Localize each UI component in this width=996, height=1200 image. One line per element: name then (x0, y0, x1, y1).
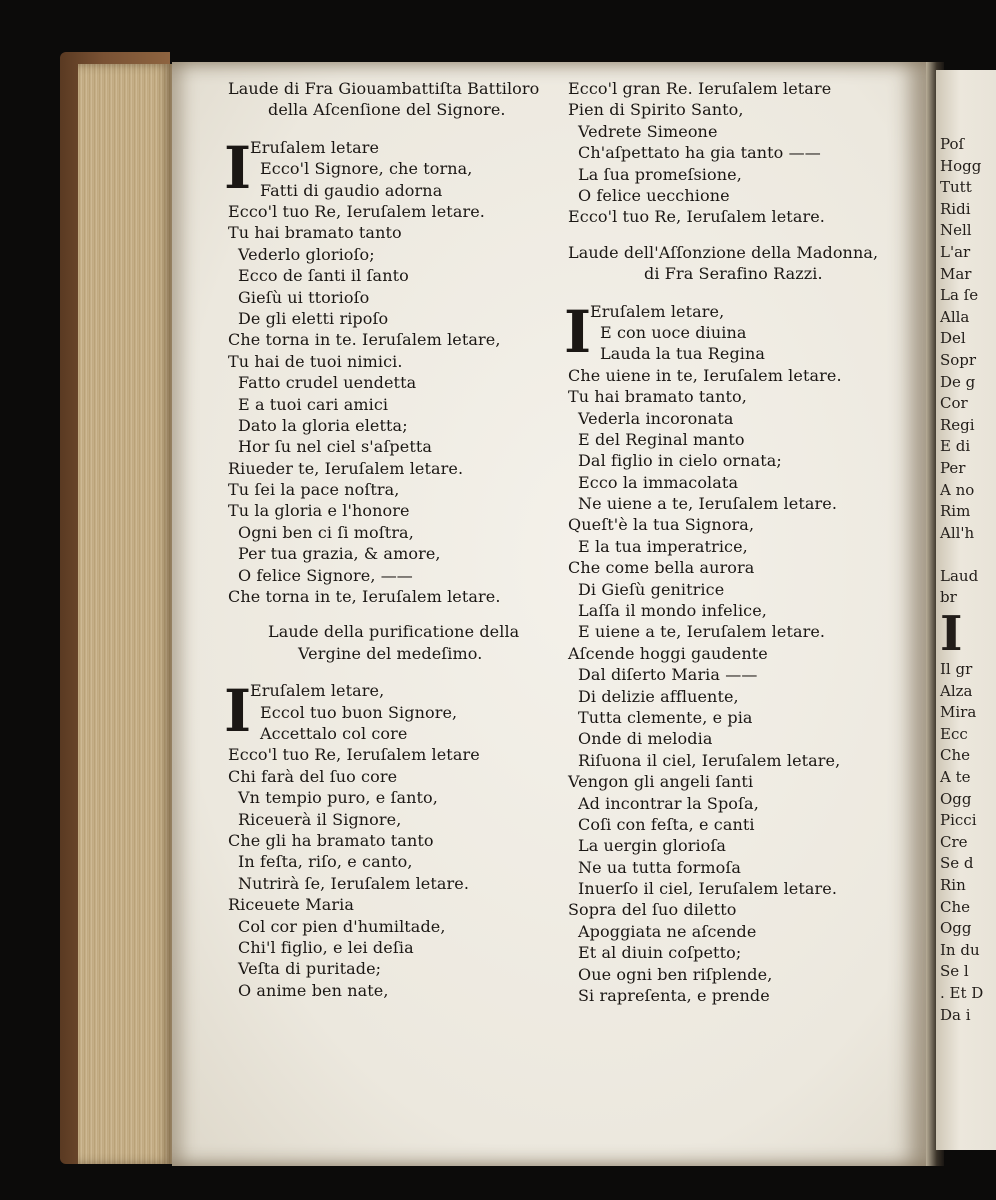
verse-line: Se d (940, 854, 974, 873)
verse-line: Se l (940, 962, 969, 981)
left-column (224, 78, 568, 1001)
verse-line: Riceuete Maria (228, 895, 354, 915)
right-page-edge (936, 70, 996, 1150)
verse-line: Ogg (940, 919, 972, 938)
title-line: Laude dell'Aſſonzione della Madonna, (568, 242, 879, 262)
title-purification (228, 621, 568, 664)
verse-line: Fatti di gaudio adorna (260, 180, 443, 200)
verse-line: In feſta, riſo, e canto, (238, 852, 413, 872)
verse-line: Chi farà del ſuo core (228, 766, 398, 786)
verse-line: Accettalo col core (260, 724, 408, 743)
dropcap: I (564, 297, 592, 366)
verse-line: Per (940, 458, 966, 477)
verse-line: Rim (940, 502, 971, 521)
verse-line: Ogg (940, 789, 972, 808)
verse-line: Inuerſo il ciel, Ieruſalem letare. (578, 879, 838, 899)
verse-line: Ecc (940, 724, 968, 743)
verse-line: Rin (940, 876, 966, 894)
verse-line: Gieſù ui ttorioſo (238, 287, 370, 307)
verse-line: Poſ (940, 135, 965, 153)
verse-line: Nutrirà ſe, Ieruſalem letare. (238, 873, 470, 893)
verse-line: La ſua promeſsione, (578, 164, 742, 184)
verse-line: A te (940, 768, 971, 787)
title-line: Laude della purificatione della (268, 622, 520, 642)
verse-line: Ch'aſpettato ha gia tanto —— (578, 143, 821, 163)
verse-line: A no (940, 480, 975, 499)
verse-line: Fatto crudel uendetta (238, 373, 417, 393)
verse-line: Vedrete Simeone (578, 121, 718, 141)
poem-assumption-opening (564, 297, 908, 366)
verse-line: E del Reginal manto (578, 429, 745, 449)
verse-line: E di (940, 437, 971, 456)
verse-line: Ecco'l tuo Re, Ieruſalem letare. (568, 207, 825, 227)
verse-line: Dato la gloria eletta; (238, 415, 408, 435)
verse-line: Mira (940, 703, 977, 722)
verse-line: Vederla incoronata (578, 408, 734, 428)
verse-line: Ecco de ſanti il ſanto (238, 266, 409, 286)
page-edges (78, 64, 174, 1164)
verse-line: Ecco'l Signore, che torna, (260, 159, 473, 179)
verse-line: Apoggiata ne aſcende (578, 921, 757, 941)
verse-line: Vederlo glorioſo; (238, 244, 375, 264)
verse-line: Ecco'l tuo Re, Ieruſalem letare (228, 745, 480, 765)
poem-ascension-opening (224, 133, 568, 202)
verse-line: De gli eletti ripoſo (238, 308, 389, 328)
dropcap: I (224, 677, 252, 746)
verse-line (940, 544, 983, 566)
verse-line: Oue ogni ben riſplende, (578, 964, 773, 984)
verse-line: Che (940, 897, 971, 916)
verse-line: Laud (940, 566, 979, 585)
title-line: Vergine del medeſimo. (298, 643, 483, 663)
right-column (564, 78, 908, 1006)
verse-line: Riceuerà il Signore, (238, 809, 402, 829)
verse-line: Che come bella aurora (568, 558, 755, 578)
verse-line: De g (940, 372, 976, 391)
verse-line: . Et D (940, 983, 984, 1002)
verse-line: Tutt (940, 178, 972, 197)
verse-line: Laſſa il mondo infelice, (578, 601, 767, 621)
verse-line: Sopra del ſuo diletto (568, 900, 737, 920)
right-page-dropcap: I (940, 606, 963, 663)
verse-line: Sopr (940, 350, 977, 369)
verse-line: Cor (940, 394, 968, 413)
verse-line: Tu ſei la pace noſtra, (228, 480, 400, 500)
verse-line: L'ar (940, 242, 971, 261)
verse-line: Eruſalem letare (250, 137, 380, 157)
verse-line: Da i (940, 1005, 971, 1024)
verse-line: E a tuoi cari amici (238, 394, 389, 414)
verse-line: Vengon gli angeli ſanti (568, 772, 754, 792)
verse-line: Ne uiene a te, Ieruſalem letare. (578, 494, 838, 514)
verse-line: Dal diſerto Maria —— (578, 665, 758, 685)
verse-line: Che torna in te. Ieruſalem letare, (228, 330, 501, 350)
verse-line: Hogg (940, 156, 982, 175)
verse-line: Col cor pien d'humiltade, (238, 916, 446, 936)
verse-line: E con uoce diuina (600, 322, 747, 342)
verse-line: Per tua grazia, & amore, (238, 544, 441, 564)
verse-line: Vn tempio puro, e ſanto, (238, 788, 438, 808)
verse-line: Nell (940, 221, 972, 240)
verse-line: Hor ſu nel ciel s'aſpetta (238, 437, 433, 457)
verse-line: Eruſalem letare, (250, 681, 385, 701)
verse-line: Ne ua tutta formoſa (578, 857, 742, 877)
verse-line: Regi (940, 415, 975, 434)
verse-line: O anime ben nate, (238, 980, 389, 1000)
verse-line: Picci (940, 811, 977, 830)
verse-line: Tutta clemente, e pia (578, 707, 753, 727)
title-ascension (228, 78, 568, 121)
verse-line: Veſta di puritade; (238, 959, 382, 979)
verse-line: Ecco'l tuo Re, Ieruſalem letare. (228, 201, 485, 221)
verse-line: Tu la gloria e l'honore (228, 501, 410, 521)
title-assumption (568, 242, 908, 285)
verse-line: Alla (940, 307, 970, 326)
verse-line: Tu hai de tuoi nimici. (228, 351, 403, 371)
verse-line: Riueder te, Ieruſalem letare. (228, 458, 464, 478)
verse-line: O felice uecchione (578, 185, 730, 205)
verse-line: La uergin glorioſa (578, 836, 727, 856)
verse-line: E la tua imperatrice, (578, 536, 748, 556)
verse-line: Chi'l figlio, e lei deſia (238, 937, 414, 957)
verse-line: Che uiene in te, Ieruſalem letare. (568, 365, 842, 385)
right-page-text (940, 134, 983, 1026)
verse-line: Tu hai bramato tanto, (568, 387, 747, 407)
verse-line: La ſe (940, 286, 979, 305)
verse-line: Mar (940, 264, 972, 283)
verse-line: Si rapreſenta, e prende (578, 986, 770, 1006)
verse-line: Ridi (940, 199, 971, 218)
title-line: della Aſcenſione del Signore. (268, 100, 506, 120)
verse-line: Alza (940, 681, 973, 700)
verse-line: Riſuona il ciel, Ieruſalem letare, (578, 750, 841, 770)
title-line: di Fra Serafino Razzi. (644, 264, 823, 284)
dropcap: I (224, 133, 252, 202)
verse-line: Che (940, 746, 971, 765)
verse-line: Ad incontrar la Spoſa, (578, 793, 759, 813)
verse-line: Queſt'è la tua Signora, (568, 515, 755, 535)
verse-line: Il gr (940, 660, 973, 679)
title-line: Laude di Fra Giouambattiſta Battiloro (228, 79, 540, 98)
verse-line: Eruſalem letare, (590, 301, 725, 321)
verse-line: O felice Signore, —— (238, 565, 413, 585)
verse-line: Et al diuin coſpetto; (578, 943, 742, 963)
verse-line: Ecco'l gran Re. Ieruſalem letare (568, 79, 832, 98)
verse-line: Aſcende hoggi gaudente (568, 643, 768, 663)
verse-line: Eccol tuo buon Signore, (260, 702, 458, 722)
verse-line: br (940, 588, 957, 607)
poem-purification-opening (224, 677, 568, 746)
verse-line: Di Gieſù genitrice (578, 579, 725, 599)
verse-line: Onde di melodia (578, 729, 713, 749)
verse-line: Del (940, 329, 966, 348)
verse-line: Ecco la immacolata (578, 472, 739, 492)
verse-line: Lauda la tua Regina (600, 344, 766, 364)
verse-line: Dal figlio in cielo ornata; (578, 451, 782, 471)
verse-line: Pien di Spirito Santo, (568, 100, 744, 120)
verse-line: Tu hai bramato tanto (228, 223, 402, 243)
verse-line: Che torna in te, Ieruſalem letare. (228, 587, 501, 607)
verse-line: Di delizie affluente, (578, 686, 739, 706)
verse-line: Cre (940, 832, 968, 851)
verse-line: Coſi con feſta, e canti (578, 814, 755, 834)
verse-line: Che gli ha bramato tanto (228, 830, 434, 850)
verse-line: All'h (940, 523, 975, 542)
verse-line: Ogni ben ci ſi moſtra, (238, 522, 414, 542)
verse-line: E uiene a te, Ieruſalem letare. (578, 622, 826, 642)
verse-line: In du (940, 940, 980, 959)
